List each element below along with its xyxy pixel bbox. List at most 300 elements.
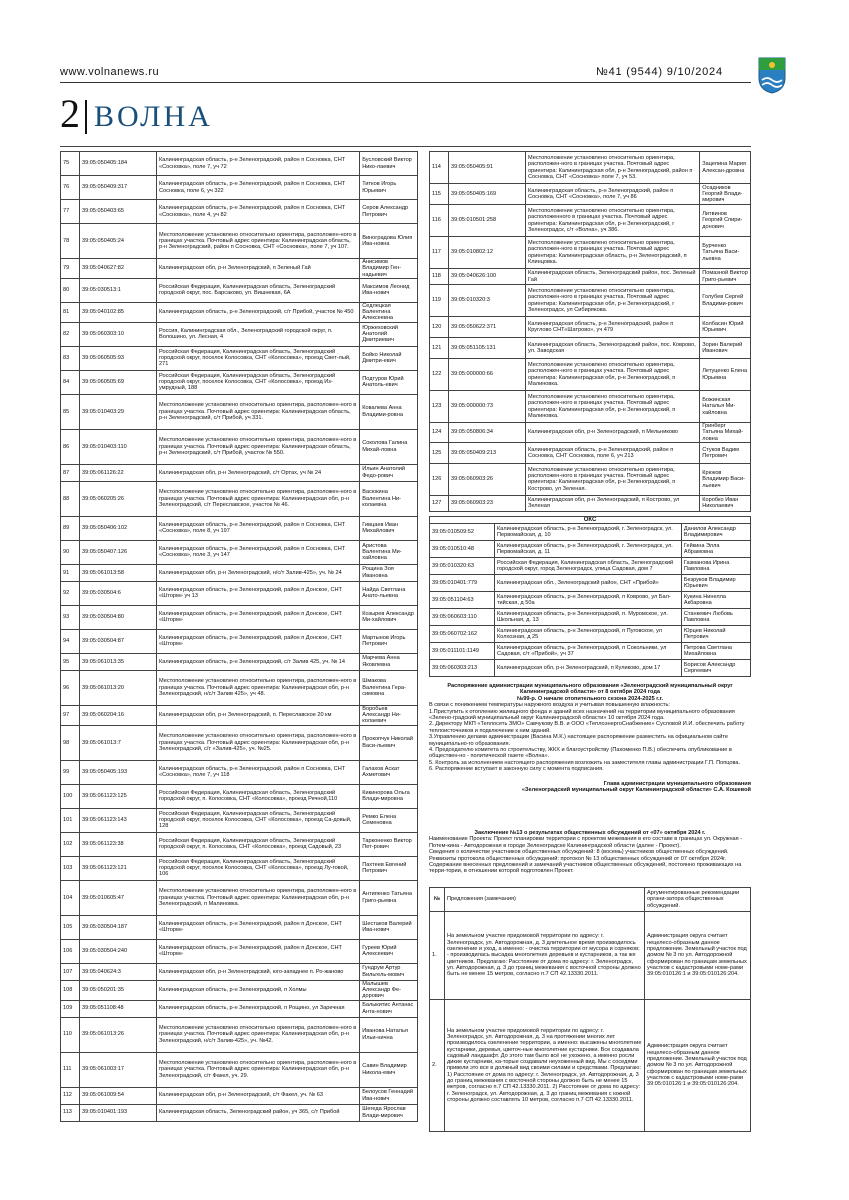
cadastral-number: 39:05:050405:91 xyxy=(449,152,526,184)
address: Российская Федерация, Калининградская область, Зеленоградский городской округ, п. Колосовка, СНТ «Колосовка», проезд Садовый, 23 xyxy=(157,832,360,856)
row-number: 82 xyxy=(61,322,80,346)
masthead-divider xyxy=(85,100,87,134)
row-number: 108 xyxy=(61,980,80,1000)
table-row xyxy=(61,224,418,259)
owner-name: Виноградова Юлия Ива-новна xyxy=(360,224,418,259)
address: Калининградская область, р-н Зеленоградский, г. Зеленоградск, ул. Первомайская, д. 11 xyxy=(495,541,682,558)
owner-name: Данилов Александр Владимирович xyxy=(681,524,750,541)
cadastral-number: 39:05:051105:131 xyxy=(449,338,526,359)
table-row xyxy=(61,939,418,963)
row-number: 99 xyxy=(61,760,80,784)
cadastral-number: 39:05:050405:193 xyxy=(80,760,157,784)
owner-name: Максимов Леонид Ива-нович xyxy=(360,278,418,302)
table-row xyxy=(61,725,418,760)
address: Калининградская обл, р-н Зеленоградский, п Кострово, ул Зеленая xyxy=(526,495,700,511)
address: Российская Федерация, Калининградская область, Зеленоградский городской округ, п. Колосовка, СНТ «Колосовка», проезд Речной,110 xyxy=(157,784,360,808)
proposal-num: 1. xyxy=(430,911,445,999)
row-number: 107 xyxy=(61,963,80,980)
owner-name: Савин Владимир Никола-евич xyxy=(360,1052,418,1087)
owner-name: Прокопчук Николай Васи-льевич xyxy=(360,725,418,760)
address: Калининградская обл, р-н Зеленоградский, п Куликово, дом 17 xyxy=(495,660,682,677)
table-row xyxy=(61,152,418,176)
address: Калининградская обл, р-н Зеленоградский, н/с/т Залив-425», уч. № 24 xyxy=(157,564,360,581)
owner-name: Гейкина Элла Абрамовна xyxy=(681,541,750,558)
row-number: 85 xyxy=(61,394,80,429)
order-item-3: 3.Управлению делами администрации (Васина М.К.) настоящее распоряжение разместить на официальном сайте муниципально-го образования. xyxy=(429,734,729,747)
owner-name: Летуценко Елена Юрьевна xyxy=(700,359,751,391)
order-title-1: Распоряжение администрации муниципального образования «Зеленоградский муниципальный округ xyxy=(447,683,733,689)
cadastral-number: 39:05:060702:162 xyxy=(430,626,495,643)
address: Калининградская область, Зеленоградский район, пос. Коврово, ул. Заводская xyxy=(526,338,700,359)
cadastral-number: 39:05:050407:126 xyxy=(80,540,157,564)
cadastral-number: 39:05:050201:35 xyxy=(80,980,157,1000)
table-row xyxy=(61,346,418,370)
col-recommendation-header: Аргументированные рекомендации органи-затора общественных обсуждений. xyxy=(645,888,751,912)
address: Местоположение установлено относительно ориентира, расположен-ного в границах участка. Почтовый адрес ориентира: Калининградская область, р-н Зеленоградский, с/т Прибой, участок № 550. xyxy=(157,429,360,464)
table-row xyxy=(61,808,418,832)
row-number: 89 xyxy=(61,516,80,540)
cadastral-number: 39:05:061123:125 xyxy=(80,784,157,808)
table-row xyxy=(430,575,751,592)
owner-name: Васюкина Валентина Ни-колаевна xyxy=(360,481,418,516)
address: Калининградская обл, р-н Зеленоградский, п Мельниково xyxy=(526,423,700,443)
row-number: 115 xyxy=(430,184,449,205)
owner-name: Газманова Ирина Павловна xyxy=(681,558,750,575)
row-number: 92 xyxy=(61,581,80,605)
owner-name: Балыкитис Антанас Анта-нович xyxy=(360,1000,418,1017)
table-row xyxy=(61,1087,418,1104)
owner-name: Белоусов Геннадий Ива-нович xyxy=(360,1087,418,1104)
row-number: 81 xyxy=(61,302,80,322)
table-row xyxy=(430,541,751,558)
table-row xyxy=(430,592,751,609)
address: Калининградская область, Зеленоградский район, пос. Зеленый Гай xyxy=(526,269,700,285)
row-number: 125 xyxy=(430,442,449,463)
cadastral-number: 39:05:061009:54 xyxy=(80,1087,157,1104)
row-number: 127 xyxy=(430,495,449,511)
owner-name: Мартынов Игорь Петрович xyxy=(360,629,418,653)
row-number: 109 xyxy=(61,1000,80,1017)
cadastral-number: 39:05:061013:20 xyxy=(80,670,157,705)
owner-name: Гивцаев Иван Михайлович xyxy=(360,516,418,540)
page-number: 2 xyxy=(60,91,80,136)
owner-name: Юрцев Николай Петрович xyxy=(681,626,750,643)
address: Калининградская обл, р-н Зеленоградский, п. Переславское 20 км xyxy=(157,705,360,725)
table-row xyxy=(61,176,418,200)
owner-name: Воробьев Александр Ни-колаевич xyxy=(360,705,418,725)
order-item-2: 2. Директору МКП «Теплосеть ЗМО» Савчукову В.В. и ООО «ТеплоэнергоСнабжение» Сусловой И.И. обеспечить работу теплоисточников и подключение к ним зданий. xyxy=(429,721,745,734)
table-row xyxy=(61,1052,418,1087)
cadastral-number: 39:05:040624:3 xyxy=(80,963,157,980)
proposal-num: 2. xyxy=(430,999,445,1131)
oks-title: ОКС xyxy=(430,517,751,524)
address: Калининградская область, Зеленоградский район, уч 365, с/т Прибой xyxy=(157,1104,360,1121)
order-title-2: Калининградской области» от 8 октября 2024 года xyxy=(519,689,661,696)
table-row xyxy=(430,524,751,541)
cadastral-number: 39:05:030504:240 xyxy=(80,939,157,963)
cadastral-number: 39:05:061126:22 xyxy=(80,464,157,481)
owner-name: Ковалева Анна Владими-ровна xyxy=(360,394,418,429)
cadastral-number: 39:05:050622:371 xyxy=(449,317,526,338)
row-number: 98 xyxy=(61,725,80,760)
owner-name: Станкевич Любовь Павловна xyxy=(681,609,750,626)
table-row xyxy=(61,200,418,224)
row-number: 87 xyxy=(61,464,80,481)
address: Калининградская обл, р-н Зеленоградский, юго-западнее п. Ро-жаново xyxy=(157,963,360,980)
col-proposal-header: Предложения (замечания) xyxy=(445,888,645,912)
order-title-3: №99-р. О начале отопительного сезона 2024-2025 г.г. xyxy=(517,695,663,702)
row-number: 124 xyxy=(430,423,449,443)
cadastral-number: 39:05:010401:193 xyxy=(80,1104,157,1121)
order-item-4: 4. Председателю комитета по строительству, ЖКХ и благоустройству (Пахоменко П.В.) обеспечить опубликование в обществен-но - политической газете «Волна». xyxy=(429,747,732,760)
owner-name: Помазной Виктор Григо-рьевич xyxy=(700,269,751,285)
address: Калининградская обл., Зеленоградский район, СНТ «Прибой» xyxy=(495,575,682,592)
cadastral-number: 39:05:061003:17 xyxy=(80,1052,157,1087)
address: Местоположение установлено относительно ориентира, расположен-ного в границах участка. Почтовый адрес ориентира: Калининградская обл, р-н Зеленоградский, п Малиновка. xyxy=(526,391,700,423)
address: Калининградская область, р-н Зеленоградский, район п Сосновка, СНТ «Сосновка», поле 7, уч 86 xyxy=(526,184,700,205)
row-number: 76 xyxy=(61,176,80,200)
row-number: 96 xyxy=(61,670,80,705)
table-row xyxy=(61,880,418,915)
address: Российская Федерация, Калининградская область, Зеленоградский городской округ, поселок Колосовка, СНТ «Колосовка», проезд Из-умрудный, 188 xyxy=(157,370,360,394)
table-row xyxy=(61,856,418,880)
table-row xyxy=(61,784,418,808)
conclusion-participants: Сведения о количестве участников общественных обсуждений: 8 (восемь) участников общественных обсуждений. xyxy=(429,849,729,856)
row-number: 94 xyxy=(61,629,80,653)
row-number: 101 xyxy=(61,808,80,832)
cadastral-number: 39:05:061123:121 xyxy=(80,856,157,880)
cadastral-number: 39:05:050403:65 xyxy=(80,200,157,224)
row-number: 113 xyxy=(61,1104,80,1121)
cadastral-number: 39:05:040627:82 xyxy=(80,259,157,279)
address: Местоположение установлено относительно ориентира, расположенного в границах участка. Почтовый адрес ориентира: Калининградская обл, р-н Зеленоградский, г Зеленоградск, с/т «Волна», уч 386. xyxy=(526,205,700,237)
order-item-5: 5. Контроль за исполнением настоящего распоряжения возложить на заместителя главы администрации Г.П. Попцова. xyxy=(429,759,741,766)
row-number: 97 xyxy=(61,705,80,725)
cadastral-number: 39:05:030504:80 xyxy=(80,605,157,629)
address: Российская Федерация, Калининградская область, Зеленоградский городской округ, поселок Колосовка, СНТ «Колосовка», проезд Са-довый, 128 xyxy=(157,808,360,832)
cadastral-number: 39:05:060303:10 xyxy=(80,322,157,346)
order-item-6: 6. Распоряжение вступает в законную силу с момента подписания. xyxy=(429,766,604,773)
owner-name: Безруков Владимир Юрьевич xyxy=(681,575,750,592)
owner-name: Юржеховский Анатолий Дмитриевич xyxy=(360,322,418,346)
row-number: 80 xyxy=(61,278,80,302)
owner-name: Божинская Наталья Ми-хайловна xyxy=(700,391,751,423)
table-row xyxy=(61,1000,418,1017)
row-number: 78 xyxy=(61,224,80,259)
table-row xyxy=(61,653,418,670)
address: Местоположение установлено относительно ориентира, расположен-ного в границах участка. Почтовый адрес ориентира: Калининградская обл, р-н Зеленоградский, с/т Переславское, участок № 46. xyxy=(157,481,360,516)
row-number: 119 xyxy=(430,285,449,317)
cadastral-number: 39:05:060903:23 xyxy=(449,495,526,511)
table-row xyxy=(430,205,751,237)
cadastral-number: 39:05:010510:48 xyxy=(430,541,495,558)
row-number: 111 xyxy=(61,1052,80,1087)
owner-name: Крюков Владимир Васи-льевич xyxy=(700,463,751,495)
table-row xyxy=(61,760,418,784)
address: Калининградская область, р-н Зеленоградский, п Рощино, ул Заречная xyxy=(157,1000,360,1017)
address: Местоположение установлено относительно ориентира, расположен-ного в границах участка. Почтовый адрес ориентира: Калининградская область, р-н Зеленоградский, с/т Прибой, уч 331. xyxy=(157,394,360,429)
owner-name: Гринберг Татьяна Михай-ловна xyxy=(700,423,751,443)
cadastral-number: 39:05:061013:35 xyxy=(80,653,157,670)
address: Калининградская область, р-н Зеленоградский, п Холмы xyxy=(157,980,360,1000)
cadastral-number: 39:05:040626:100 xyxy=(449,269,526,285)
owner-name: Антипенко Татьяна Григо-рьевна xyxy=(360,880,418,915)
cadastral-number: 39:05:060204:16 xyxy=(80,705,157,725)
table-row xyxy=(430,237,751,269)
table-row xyxy=(430,463,751,495)
owner-name: Серов Александр Петрович xyxy=(360,200,418,224)
conclusion-project: Наименование Проекта: Проект планировки территории с проектом межевания в его составе в границах ул. Окружная - Потем-кина - Автодорожная в городе Зеленоградске Калининградской области (далее - Проект). xyxy=(429,836,743,849)
table-row xyxy=(430,558,751,575)
table-row xyxy=(61,481,418,516)
owner-name: Осадников Георгий Влади-мирович xyxy=(700,184,751,205)
owner-name: Бурченко Татьяна Васи-льевна xyxy=(700,237,751,269)
address: Калининградская область, р-н Зеленоградский, район п Донское, СНТ «Шторм» xyxy=(157,939,360,963)
table-row xyxy=(61,980,418,1000)
recommendation-text: Администрация округа считает нецелесо-образным данное предложение. Земельный участок под домом № 3 по ул. Автодорожной сформирован по границам земельных участков с кадастровыми номе-рами 39:05:010126:1 и 39:05:010126:204. xyxy=(645,911,751,999)
cadastral-number: 39:05:050409:317 xyxy=(80,176,157,200)
order-signature-1: Глава администрации муниципального образования xyxy=(603,780,751,787)
row-number: 123 xyxy=(430,391,449,423)
address: Российская Федерация, Калининградская область, Зеленоградский городской округ, поселок Колосовка, СНТ «Колосовка», проезд Лу-говой, 106 xyxy=(157,856,360,880)
owner-name: Малышев Александр Фе-дорович xyxy=(360,980,418,1000)
order-intro: В связи с понижением температуры наружного воздуха и учитывая повышенную влажность: xyxy=(429,702,670,709)
table-row xyxy=(61,670,418,705)
address: Местоположение установлено относительно ориентира, расположен-ного в границах участка. Почтовый адрес ориентира: Калининградская обл, р-н Зеленоградский, с/т «Залив-425», уч. №25. xyxy=(157,725,360,760)
row-number: 120 xyxy=(430,317,449,338)
address: Местоположение установлено относительно ориентира, расположен-ного в границах участка. Почтовый адрес ориентира: Калининградская обл, р-н Зеленоградский, г Зеленоградск, ул Сибиряκова. xyxy=(526,285,700,317)
row-number: 126 xyxy=(430,463,449,495)
cadastral-number: 39:05:040102:85 xyxy=(80,302,157,322)
proposals-table xyxy=(429,887,751,1132)
table-row xyxy=(430,495,751,511)
table-row xyxy=(61,564,418,581)
cadastral-number: 39:05:010509:52 xyxy=(430,524,495,541)
address: Россия, Калининградская обл., Зеленоградский городской округ, п. Волошино, ул. Лесная, 4 xyxy=(157,322,360,346)
cadastral-number: 39:05:061123:38 xyxy=(80,832,157,856)
owner-name: Стуков Вадим Петрович xyxy=(700,442,751,463)
owner-name: Подтуров Юрий Анатоль-евич xyxy=(360,370,418,394)
table-row xyxy=(430,184,751,205)
cadastral-number: 39:05:050405:184 xyxy=(80,152,157,176)
address: Калининградская область, р-н Зеленоградский, район п Донское, СНТ «Шторм» xyxy=(157,629,360,653)
address: Калининградская обл, р-н Зеленоградский, п Зеленый Гай xyxy=(157,259,360,279)
owner-name: Рощина Зоя Ивановна xyxy=(360,564,418,581)
land-owners-table-left xyxy=(60,151,418,1122)
header-rule xyxy=(60,82,751,83)
table-row xyxy=(61,464,418,481)
conclusion-protocol: Реквизиты протокола общественных обсуждений: протокол № 13 общественных обсуждений от 07 октября 2024г. xyxy=(429,855,726,862)
cadastral-number: 39:05:060903:26 xyxy=(449,463,526,495)
table-row xyxy=(61,581,418,605)
owner-name: Гуреев Юрий Алексеевич xyxy=(360,939,418,963)
row-number: 102 xyxy=(61,832,80,856)
cadastral-number: 39:05:060205:26 xyxy=(80,481,157,516)
cadastral-number: 39:05:010605:47 xyxy=(80,880,157,915)
cadastral-number: 39:05:030504:87 xyxy=(80,629,157,653)
owner-name: Шестаков Валерий Ива-нович xyxy=(360,915,418,939)
owner-name: Шегеда Ярослав Влади-мирович xyxy=(360,1104,418,1121)
address: Местоположение установлено относительно ориентира, расположен-ного в границах участка. Почтовый адрес ориентира: Калининградская область, р-н Зеленоградский, район п Сосновка, СНТ «Сосновка», поле 7, уч 107. xyxy=(157,224,360,259)
row-number: 93 xyxy=(61,605,80,629)
address: Калининградская область, р-н Зеленоградский, район п Круглово СНТ«Шатрово», уч 479 xyxy=(526,317,700,338)
cadastral-number: 39:05:010401:779 xyxy=(430,575,495,592)
address: Местоположение установлено относительно ориентира, расположен-ного в границах участка. Почтовый адрес ориентира: Калининградская обл, р-н Зеленоградский, н/с/т Залив-425», уч. №42. xyxy=(157,1017,360,1052)
order-block xyxy=(429,683,751,794)
table-row xyxy=(430,152,751,184)
newspaper-logo: ВОЛНА xyxy=(94,100,213,133)
cadastral-number: 39:05:000000:66 xyxy=(449,359,526,391)
cadastral-number: 39:05:030513:1 xyxy=(80,278,157,302)
table-row xyxy=(61,394,418,429)
row-number: 112 xyxy=(61,1087,80,1104)
order-item-1: 1.Приступить к отоплению жилищного фонда и зданий всех назначений на территории муниципального образования «Зелено-градский муниципальный округ Калининградской области» 10 октября 2024 года. xyxy=(429,708,735,722)
proposal-text: На земельном участке придомовой территории по адресу: г. Зеленоградск, ул. Автодорожная, д. 3 длительное время производилось озеленение и уход, а именно: - очистка территории от мусора и сорняков; - производилась высадка многолетних деревьев и кустарников, а так же цветников. Предлагаю: Расстояние от дома по адресу: г. Зеленоградск, ул. Автодорожная, д. 3 до границ межевания с восточной стороны должно быть не менее 15 метров, согласно п.7 СП 42.13330.2011. xyxy=(445,911,645,999)
address: Калининградская область, р-н Зеленоградский, район п Сосновка, СНТ «Сосновка», поле 8, уч 197 xyxy=(157,516,360,540)
table-row xyxy=(61,302,418,322)
address: Местоположение установлено относительно ориентира, расположен-ного в границах участка. Почтовый адрес ориентира: Калининградская обл, р-н Зеленоградский, п Кострово, ул Зеленая. xyxy=(526,463,700,495)
proposal-text: На земельном участке придомовой территории по адресу: г. Зеленоградск, ул. Автодорожная, д. 3 на протяжении многих лет производилось озеленение территории, а именно: высажены многолетние кустарники, деревья, цветоч-ные многолетние кустарники. Все создавала садовый ландшафт. До этого там было всё не ухожено, а именно росли дикие кустарники, ка-торые создавали неухоженный вид. Мы с соседями привели это все в должный вид своими силами и средствами. Предлагаю: 1) Расстояние от дома по адресу: г. Зеленоградск, ул. Автодорожная, д. 3 до границ межевания с восточной стороны должно быть не менее 15 метров, согласно п.7 СП 42.13330.2011. 2) Расстояние от дома по адресу: г. Зеленоградск, ул. Автодорожная, д. 3 до границ межевания с южной стороны должно составлять 10 метров, согласно п.7 СП 42.13330.2011. xyxy=(445,999,645,1131)
cadastral-number: 39:05:010320:63 xyxy=(430,558,495,575)
owner-name: Зацепина Мария Алексан-дровна xyxy=(700,152,751,184)
coat-of-arms-icon xyxy=(757,56,787,94)
table-row xyxy=(61,629,418,653)
table-row xyxy=(61,605,418,629)
row-number: 75 xyxy=(61,152,80,176)
owner-name: Анисимов Владимир Ген-надьевич xyxy=(360,259,418,279)
cadastral-number: 39:05:060505:93 xyxy=(80,346,157,370)
table-row xyxy=(430,660,751,677)
owner-name: Титков Игорь Юрьевич xyxy=(360,176,418,200)
table-row xyxy=(430,423,751,443)
cadastral-number: 39:05:000000:73 xyxy=(449,391,526,423)
address: Калининградская обл, р-н Зеленоградский, с/т Факел, уч. № 63 xyxy=(157,1087,360,1104)
address: Калининградская область, р-н Зеленоградский, п Сокольники, ул Садовая, с/т «Прибой», уч 37 xyxy=(495,643,682,660)
table-row xyxy=(430,609,751,626)
oks-table xyxy=(429,516,751,677)
owner-name: Найда Светлана Анато-льевна xyxy=(360,581,418,605)
owner-name: Бойко Николай Дмитри-евич xyxy=(360,346,418,370)
cadastral-number: 39:05:060303:213 xyxy=(430,660,495,677)
owner-name: Литвинов Георгий Спири-донович xyxy=(700,205,751,237)
table-row xyxy=(61,516,418,540)
cadastral-number: 39:05:051104:63 xyxy=(430,592,495,609)
table-row xyxy=(61,915,418,939)
address: Местоположение установлено относительно ориентира, расположен-ного в границах участка. Почтовый адрес ориентира: Калининградская обл, р-н Зеленоградский, с/т Факел, уч. 29. xyxy=(157,1052,360,1087)
address: Калининградская область, р-н Зеленоградский, п Пуговское, ул Колхозная, д 25 xyxy=(495,626,682,643)
owner-name: Коробко Иван Николаевич xyxy=(700,495,751,511)
cadastral-number: 39:05:051108:48 xyxy=(80,1000,157,1017)
row-number: 104 xyxy=(61,880,80,915)
owner-name: Козырев Александр Ми-хайлович xyxy=(360,605,418,629)
address: Российская Федерация, Калининградская область, Зеленоградский городской округ, поселок Колосовка, СНТ «Колосовка», проезд Свет-лый, 271 xyxy=(157,346,360,370)
address: Калининградская область, р-н Зеленоградский, район п Донское, СНТ «Шторм» уч 13 xyxy=(157,581,360,605)
address: Местоположение установлено относительно ориентира, расположен-ного в границах участка. Почтовый адрес ориентира: Калининградская обл, р-н Зеленоградский, п Малиновка. xyxy=(157,880,360,915)
address: Местоположение установлено относительно ориентира, расположен-ного в границах участка. Почтовый адрес ориентира: Калининградская обл, р-н Зеленоградский, район п Сосновка, СНТ «Сосновка» поле 7, уч 53. xyxy=(526,152,700,184)
cadastral-number: 39:05:060603:110 xyxy=(430,609,495,626)
issue-info: №41 (9544) 9/10/2024 xyxy=(596,66,723,78)
address: Калининградская область, р-н Зеленоградский, район п Сосновка, СНТ «Сосновка», поле 7, уч 118 xyxy=(157,760,360,784)
address: Калининградская область, р-н Зеленоградский, п. Муромское, ул. Школьная, д. 13 xyxy=(495,609,682,626)
cadastral-number: 39:05:050409:213 xyxy=(449,442,526,463)
cadastral-number: 39:05:061013:26 xyxy=(80,1017,157,1052)
cadastral-number: 39:05:050405:169 xyxy=(449,184,526,205)
table-row xyxy=(61,259,418,279)
masthead-rule xyxy=(60,146,751,147)
table-row xyxy=(61,322,418,346)
cadastral-number: 39:05:050405:24 xyxy=(80,224,157,259)
owner-name: Седлецкая Валентина Алексеевна xyxy=(360,302,418,322)
row-number: 114 xyxy=(430,152,449,184)
owner-name: Иванова Наталья Ильи-нична xyxy=(360,1017,418,1052)
table-row xyxy=(61,370,418,394)
owner-name: Кукина Нинелла Акбаровна xyxy=(681,592,750,609)
cadastral-number: 39:05:050806:34 xyxy=(449,423,526,443)
recommendation-text: Администрация округа считает нецелесо-образным данное предложение. Земельный участок под домом № 3 по ул. Автодорожной сформирован по границам земельных участков с кадастровыми номе-рами 39:05:010126:1 и 39:05:010126:204. xyxy=(645,999,751,1131)
address: Местоположение установлено относительно ориентира, расположен-ного в границах участка. Почтовый адрес ориентира: Калининградская обл, р-н Зеленоградский, н/с/т Залив 425», уч 48. xyxy=(157,670,360,705)
row-number: 91 xyxy=(61,564,80,581)
row-number: 122 xyxy=(430,359,449,391)
address: Калининградская область, р-н Зеленоградский, район п Донское, СНТ «Шторм» xyxy=(157,915,360,939)
row-number: 117 xyxy=(430,237,449,269)
row-number: 77 xyxy=(61,200,80,224)
address: Калининградская область, р-н Зеленоградский, п Коврово, ул Бал-тийская, д 50а xyxy=(495,592,682,609)
order-signature-2: «Зеленоградский муниципальный округ Калининградской области» С.А. Кошевой xyxy=(521,787,751,794)
row-number: 95 xyxy=(61,653,80,670)
table-row xyxy=(430,269,751,285)
cadastral-number: 39:05:010403:110 xyxy=(80,429,157,464)
address: Российская Федерация, Калининградская область, Зеленоградский городской округ, пос. Барсаково, ул. Вишневая, 6А xyxy=(157,278,360,302)
address: Калининградская обл, р-н Зеленоградский, с/т Ортах, уч № 24 xyxy=(157,464,360,481)
row-number: 79 xyxy=(61,259,80,279)
row-number: 106 xyxy=(61,939,80,963)
address: Калининградская область, р-н Зеленоградский, район п Сосновка, СНТ «Сосновка», поле 7, уч 72 xyxy=(157,152,360,176)
owner-name: Пахтеев Евгений Петрович xyxy=(360,856,418,880)
address: Местоположение установлено относительно ориентира, расположен-ного в границах участка. Почтовый адрес ориентира: Калининградская область, р-н Зеленоградский, п Клинцовка. xyxy=(526,237,700,269)
site-url: www.volnanews.ru xyxy=(60,66,160,78)
owner-name: Аристова Валентина Ми-хайловна xyxy=(360,540,418,564)
row-number: 103 xyxy=(61,856,80,880)
table-row xyxy=(61,963,418,980)
cadastral-number: 39:05:010403:29 xyxy=(80,394,157,429)
row-number: 100 xyxy=(61,784,80,808)
address: Калининградская область, р-н Зеленоградский, с/т Прибой, участок № 450 xyxy=(157,302,360,322)
cadastral-number: 39:05:061013:7 xyxy=(80,725,157,760)
address: Калининградская область, р-н Зеленоградский, г. Зеленоградск, ул. Первомайская, д. 10 xyxy=(495,524,682,541)
table-row xyxy=(61,1017,418,1052)
table-row xyxy=(430,285,751,317)
cadastral-number: 39:05:030504:6 xyxy=(80,581,157,605)
owner-name: Голубев Сергей Владими-рович xyxy=(700,285,751,317)
owner-name: Марчева Анна Яковлевна xyxy=(360,653,418,670)
cadastral-number: 39:05:060505:69 xyxy=(80,370,157,394)
row-number: 118 xyxy=(430,269,449,285)
owner-name: Бусловский Виктор Нико-лаевич xyxy=(360,152,418,176)
table-row xyxy=(61,705,418,725)
owner-name: Галахов Аскат Ахметович xyxy=(360,760,418,784)
table-row xyxy=(430,338,751,359)
cadastral-number: 39:05:010501:258 xyxy=(449,205,526,237)
owner-name: Тарконенко Виктор Пет-рович xyxy=(360,832,418,856)
address: Калининградская область, р-н Зеленоградский, район п Сосновка, СНТ Сосновка, поле 6, уч 213 xyxy=(526,442,700,463)
conclusion-block xyxy=(429,830,751,875)
owner-name: Борисов Александр Сергеевич xyxy=(681,660,750,677)
table-row xyxy=(61,1104,418,1121)
cadastral-number: 39:05:030504:187 xyxy=(80,915,157,939)
address: Калининградская область, р-н Зеленоградский, район п Сосновка, СНТ «Сосновка», поле 4, уч 82 xyxy=(157,200,360,224)
owner-name: Петрова Светлана Михайловна xyxy=(681,643,750,660)
row-number: 83 xyxy=(61,346,80,370)
